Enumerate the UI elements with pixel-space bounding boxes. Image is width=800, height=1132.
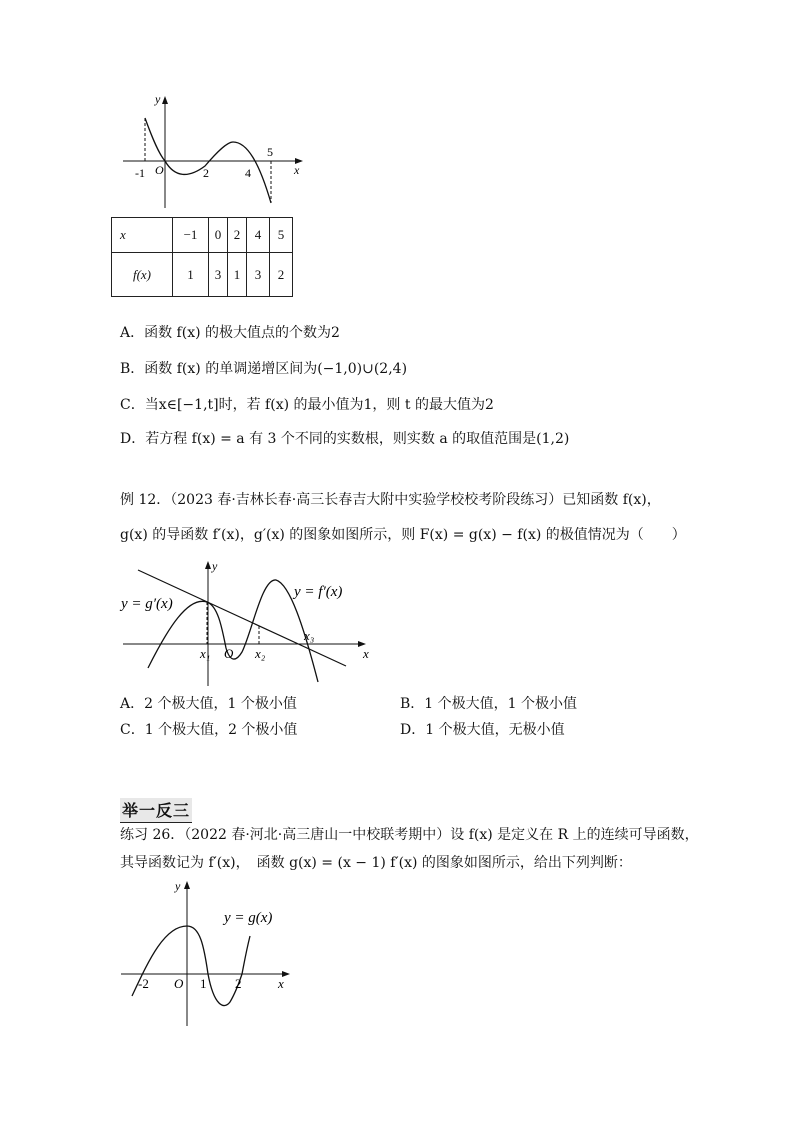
origin-label: O	[155, 163, 164, 177]
pr26-stem-line1: 练习 26．（2022 春·河北·高三唐山一中校联考期中）设 f(x) 是定义在 R 上的连续可导函数，	[120, 827, 699, 843]
ex12-option-a: A．2 个极大值，1 个极小值	[120, 696, 297, 712]
y-arrow	[162, 96, 168, 104]
x-label: x	[278, 976, 284, 991]
tick-neg1: -1	[135, 166, 145, 180]
tick-2: 2	[203, 166, 209, 180]
f-prime-label: y = f′(x)	[294, 584, 343, 600]
y-arrow	[205, 561, 211, 569]
ex12-option-d: D．1 个极大值，无极小值	[400, 722, 565, 738]
x-label: x	[363, 646, 369, 661]
ex12-option-c: C．1 个极大值，2 个极小值	[120, 722, 298, 738]
graph-g	[118, 876, 308, 1031]
table-cell: x	[112, 218, 173, 253]
tick-4: 4	[245, 166, 251, 180]
ex12-stem-line2: g(x) 的导函数 f′(x)，g′(x) 的图象如图所示，则 F(x) = g(x) − f(x) 的极值情况为（ ）	[120, 527, 686, 543]
table-cell: 2	[228, 218, 247, 253]
tick-neg2: -2	[138, 976, 149, 991]
ex12-stem-line1: 例 12．（2023 春·吉林长春·高三长春吉大附中实验学校校考阶段练习）已知函数 f(x)，	[120, 492, 661, 508]
tick-1: 1	[200, 976, 207, 991]
value-table	[111, 217, 293, 297]
table-cell: f(x)	[112, 253, 173, 297]
table-cell: 1	[228, 253, 247, 297]
x1-label: x₁	[200, 646, 211, 661]
table-cell: 0	[209, 218, 228, 253]
table-cell: 2	[270, 253, 293, 297]
x-label: x	[294, 163, 300, 177]
y-arrow	[184, 881, 190, 889]
table-cell: −1	[173, 218, 209, 253]
pr26-stem-line2: 其导函数记为 f′(x)， 函数 g(x) = (x − 1) f′(x) 的图象如图所示，给出下列判断：	[120, 855, 632, 871]
section-banner: 举一反三	[120, 798, 192, 823]
table-cell: 3	[247, 253, 270, 297]
y-label: y	[175, 879, 181, 893]
y-label: y	[155, 92, 161, 106]
table-cell: 1	[173, 253, 209, 297]
q11-option-a: A．函数 f(x) 的极大值点的个数为2	[120, 325, 340, 341]
tick-5: 5	[267, 145, 273, 159]
origin-label: O	[224, 646, 234, 661]
x2-label: x₂	[255, 646, 266, 661]
g-curve	[132, 926, 250, 1006]
g-prime-label: y = g′(x)	[121, 596, 173, 612]
table-cell: 3	[209, 253, 228, 297]
origin-label: O	[174, 976, 184, 991]
f-prime-curve	[148, 580, 318, 682]
q11-option-d: D．若方程 f(x) = a 有 3 个不同的实数根，则实数 a 的取值范围是(1,2)	[120, 431, 570, 447]
y-label: y	[212, 559, 218, 573]
x3-label: x₃	[304, 628, 315, 643]
g-label: y = g(x)	[224, 910, 273, 926]
table-cell: 4	[247, 218, 270, 253]
q11-option-c: C．当x∈[−1,t]时，若 f(x) 的最小值为1，则 t 的最大值为2	[120, 397, 494, 413]
table-row	[112, 218, 293, 253]
ex12-option-b: B．1 个极大值，1 个极小值	[400, 696, 578, 712]
table-cell: 5	[270, 218, 293, 253]
graph-derivatives	[118, 558, 378, 693]
table-row	[112, 253, 293, 297]
tick-2: 2	[235, 976, 242, 991]
graph-f	[115, 90, 315, 215]
q11-option-b: B．函数 f(x) 的单调递增区间为(−1,0)∪(2,4)	[120, 361, 408, 377]
